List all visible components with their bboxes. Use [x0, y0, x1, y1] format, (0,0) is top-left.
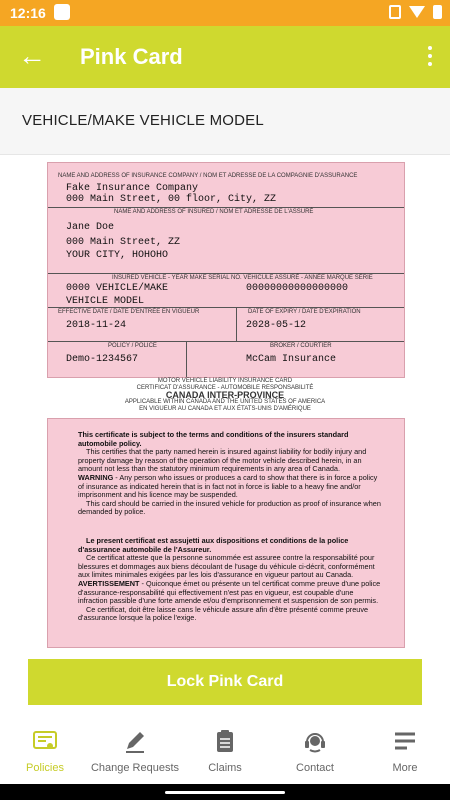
effective-date: 2018-11-24 [66, 320, 127, 331]
vehicle-serial: 00000000000000000 [246, 283, 349, 294]
expiry-date: 2028-05-12 [246, 320, 307, 331]
system-navigation-bar [0, 784, 450, 800]
nav-policies[interactable]: Policies [0, 714, 90, 784]
caption-line-2: CERTIFICAT D'ASSURANCE - AUTOMOBILE RESPONSABILITÉ [136, 385, 314, 391]
pink-card-back [47, 418, 405, 648]
french-terms: Le present certificat est assujetti aux dispositions et conditions de la police d'assurance automobile de l'Assureur. Ce certificat atteste que la personne sunommée est assuree contre la responsabilité pour blessures et dommages aux biens découlant de l'usage du véhicule ci-décrit, conformément aux limites minimales exigées par les lois d'assurance en vigueur partout au Canada. AVERTISSEMENT - Quiconque émet ou présente un tel certificat comme preuve d'une police d'assurance-responsabilité qui effectivement n'est pas en vigueur, est coupable d'une infraction passible d'une forte amende et/ou d'emprisonnement et suspension de son permis. Ce certificat, doit être laisse cans le véhicule assure afin d'être présenté comme preuve d'assurance lorsque la police l'exige. [78, 536, 381, 623]
nav-claims[interactable]: Claims [180, 714, 270, 784]
broker-label: BROKER / COURTIER [270, 343, 332, 349]
caption-line-4: APPLICABLE WITHIN CANADA AND THE UNITED STATES OF AMERICA [124, 399, 326, 405]
broker-name: McCam Insurance [246, 354, 337, 365]
menu-lines-icon [392, 728, 418, 754]
teams-notification-icon [54, 4, 70, 20]
vibrate-icon [389, 5, 401, 19]
insurer-label: NAME AND ADDRESS OF INSURANCE COMPANY / NOM ET ADRESSE DE LA COMPAGNIE D'ASSURANCE [58, 173, 358, 179]
english-terms: This certificate is subject to the terms and conditions of the insurers standard automobile policy. This certifies that the party named herein is insured against liability for bodily injury and property damage by reason of the operation of the motor vehicle described herein, in an amount not less than the statutory minimum requirements in any area of Canada. WARNING - Any person who issues or produces a card to show that there is in force a policy of insurance as indicated herein that is in fact not in force is liable to a heavy fine and/or imprisonment and his licence may be suspended. This card should be carried in the insured vehicle for production as proof of insurance when demanded by police. [78, 430, 381, 517]
app-bar [0, 26, 450, 88]
overflow-menu-icon[interactable] [428, 46, 432, 70]
clipboard-icon [212, 728, 238, 754]
vehicle-model: VEHICLE MODEL [66, 296, 145, 307]
status-time: 12:16 [10, 5, 46, 21]
insurer-name: Fake Insurance Company [66, 183, 199, 194]
pink-card-front [47, 162, 405, 378]
insured-address: 000 Main Street, ZZ [66, 237, 181, 248]
caption-line-5: EN VIGUEUR AU CANADA ET AUX ÉTATS-UNIS D'AMÉRIQUE [139, 406, 311, 412]
policy-label: POLICY / POLICE [108, 343, 157, 349]
insurer-address: 000 Main Street, 00 floor, City, ZZ [66, 194, 277, 205]
policy-number: Demo-1234567 [66, 354, 139, 365]
nav-more[interactable]: More [360, 714, 450, 784]
effective-date-label: EFFECTIVE DATE / DATE D'ENTRÉE EN VIGUEUR [58, 309, 200, 315]
insured-city: YOUR CITY, HOHOHO [66, 250, 169, 261]
expiry-date-label: DATE OF EXPIRY / DATE D'EXPIRATION [248, 309, 361, 315]
vehicle-make: 0000 VEHICLE/MAKE [66, 283, 169, 294]
bottom-navigation [0, 714, 450, 784]
insured-label: NAME AND ADDRESS OF INSURED / NOM ET ADRESSE DE L'ASSURÉ [114, 209, 314, 215]
vehicle-heading: VEHICLE/MAKE VEHICLE MODEL [22, 112, 264, 129]
battery-icon [433, 5, 442, 19]
vehicle-label: INSURED VEHICLE - YEAR MAKE SERIAL NO. VEHICULE ASSURÉ - ANNÉE MARQUE SÉRIE [112, 275, 373, 281]
vehicle-header [0, 88, 450, 155]
headset-icon [302, 728, 328, 754]
caption-line-1: MOTOR VEHICLE LIABILITY INSURANCE CARD [157, 378, 293, 384]
page-title: Pink Card [80, 44, 183, 69]
insured-name: Jane Doe [66, 222, 115, 233]
pencil-icon [122, 728, 148, 754]
status-bar [0, 0, 450, 26]
wifi-icon [409, 6, 425, 18]
policy-certificate-icon [32, 728, 58, 754]
status-icons [389, 5, 442, 19]
nav-contact[interactable]: Contact [270, 714, 360, 784]
card-caption [47, 378, 403, 413]
back-arrow-icon[interactable]: ← [18, 40, 46, 71]
lock-pink-card-button[interactable]: Lock Pink Card [28, 659, 422, 705]
nav-change-requests[interactable]: Change Requests [90, 714, 180, 784]
caption-line-3: CANADA INTER-PROVINCE [165, 390, 285, 400]
home-gesture-handle[interactable] [165, 791, 285, 794]
